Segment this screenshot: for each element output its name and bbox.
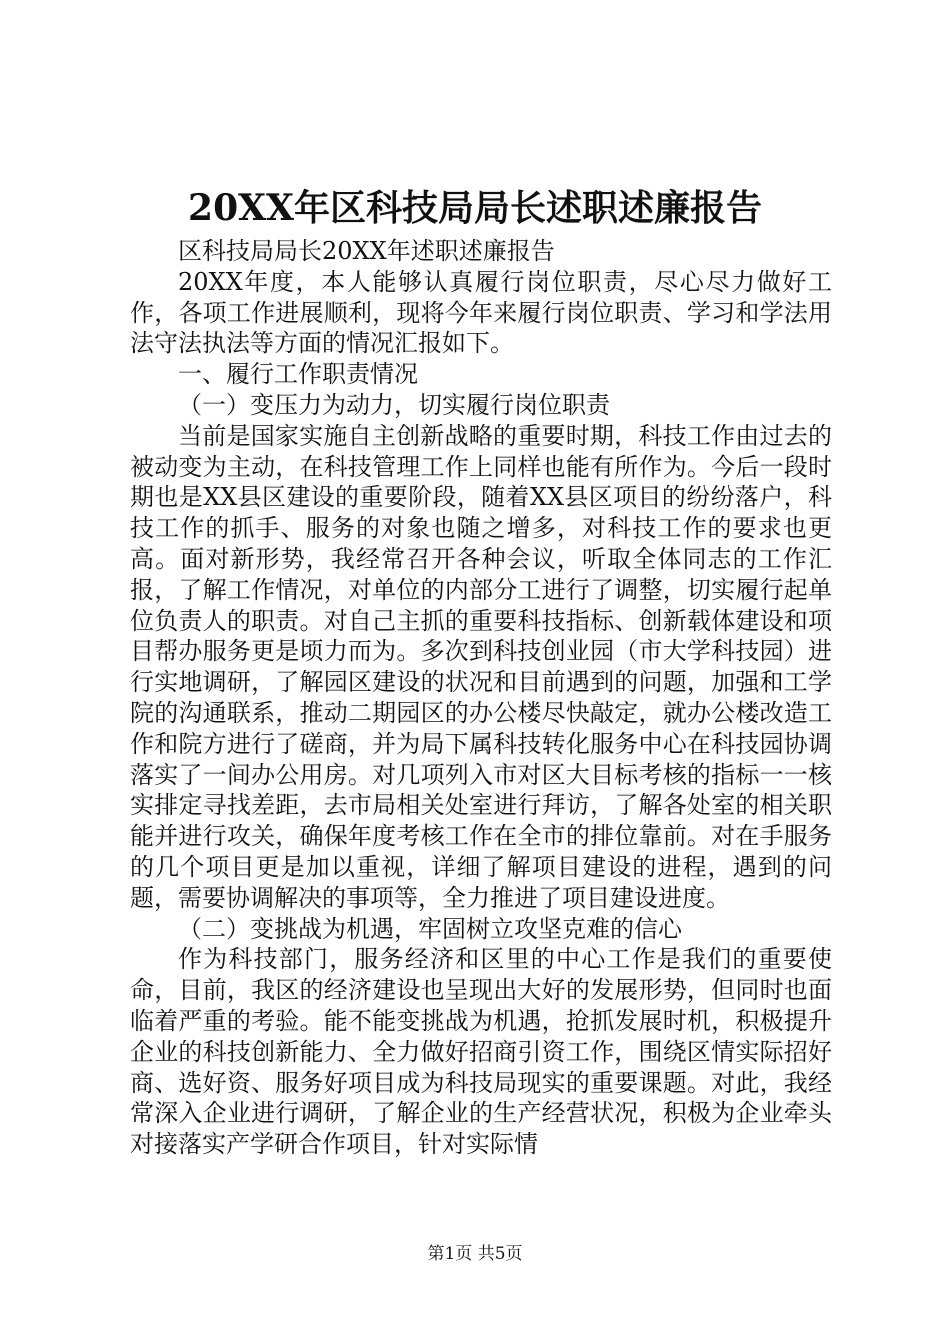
paragraph-subtitle: 区科技局局长20XX年述职述廉报告 [178, 237, 555, 265]
subsection-heading-2: （二）变挑战为机遇，牢固树立攻坚克难的信心 [178, 914, 682, 943]
subsection-heading-1: （一）变压力为动力，切实履行岗位职责 [178, 390, 610, 419]
document-body [130, 236, 832, 1160]
paragraph-body-1: 当前是国家实施自主创新战略的重要时期，科技工作由过去的被动变为主动，在科技管理工作上同样也能有所作为。今后一段时期也是XX县区建设的重要阶段，随着XX县区项目的纷纷落户，科技工作的抓手、服务的对象也随之增多，对科技工作的要求也更高。面对新形势，我经常召开各种会议，听取全体同志的工作汇报，了解工作情况，对单位的内部分工进行了调整，切实履行起单位负责人的职责。对自己主抓的重要科技指标、创新载体建设和项目帮办服务更是顷力而为。多次到科技创业园（市大学科技园）进行实地调研，了解园区建设的状况和目前遇到的问题，加强和工学院的沟通联系，推动二期园区的办公楼尽快敲定，就办公楼改造工作和院方进行了磋商，并为局下属科技转化服务中心在科技园协调落实了一间办公用房。对几项列入市对区大目标考核的指标一一核实排定寻找差距，去市局相关处室进行拜访，了解各处室的相关职能并进行攻关，确保年度考核工作在全市的排位靠前。对在手服务的几个项目更是加以重视，详细了解项目建设的进程，遇到的问题，需要协调解决的事项等，全力推进了项目建设进度。 [130, 421, 832, 912]
section-heading-1: 一、履行工作职责情况 [178, 360, 418, 389]
paragraph-intro: 20XX年度，本人能够认真履行岗位职责，尽心尽力做好工作，各项工作进展顺利，现将今年来履行岗位职责、学习和学法用法守法执法等方面的情况汇报如下。 [130, 267, 832, 358]
document-title: 20XX年区科技局局长述职述廉报告 [188, 187, 762, 229]
page-footer: 第1页 共5页 [427, 1244, 523, 1264]
paragraph-body-2: 作为科技部门，服务经济和区里的中心工作是我们的重要使命，目前，我区的经济建设也呈现出大好的发展形势，但同时也面临着严重的考验。能不能变挑战为机遇，抢抓发展时机，积极提升企业的科技创新能力、全力做好招商引资工作，围绕区情实际招好商、选好资、服务好项目成为科技局现实的重要课题。对此，我经常深入企业进行调研，了解企业的生产经营状况，积极为企业牵头对接落实产学研合作项目，针对实际情 [130, 945, 832, 1159]
